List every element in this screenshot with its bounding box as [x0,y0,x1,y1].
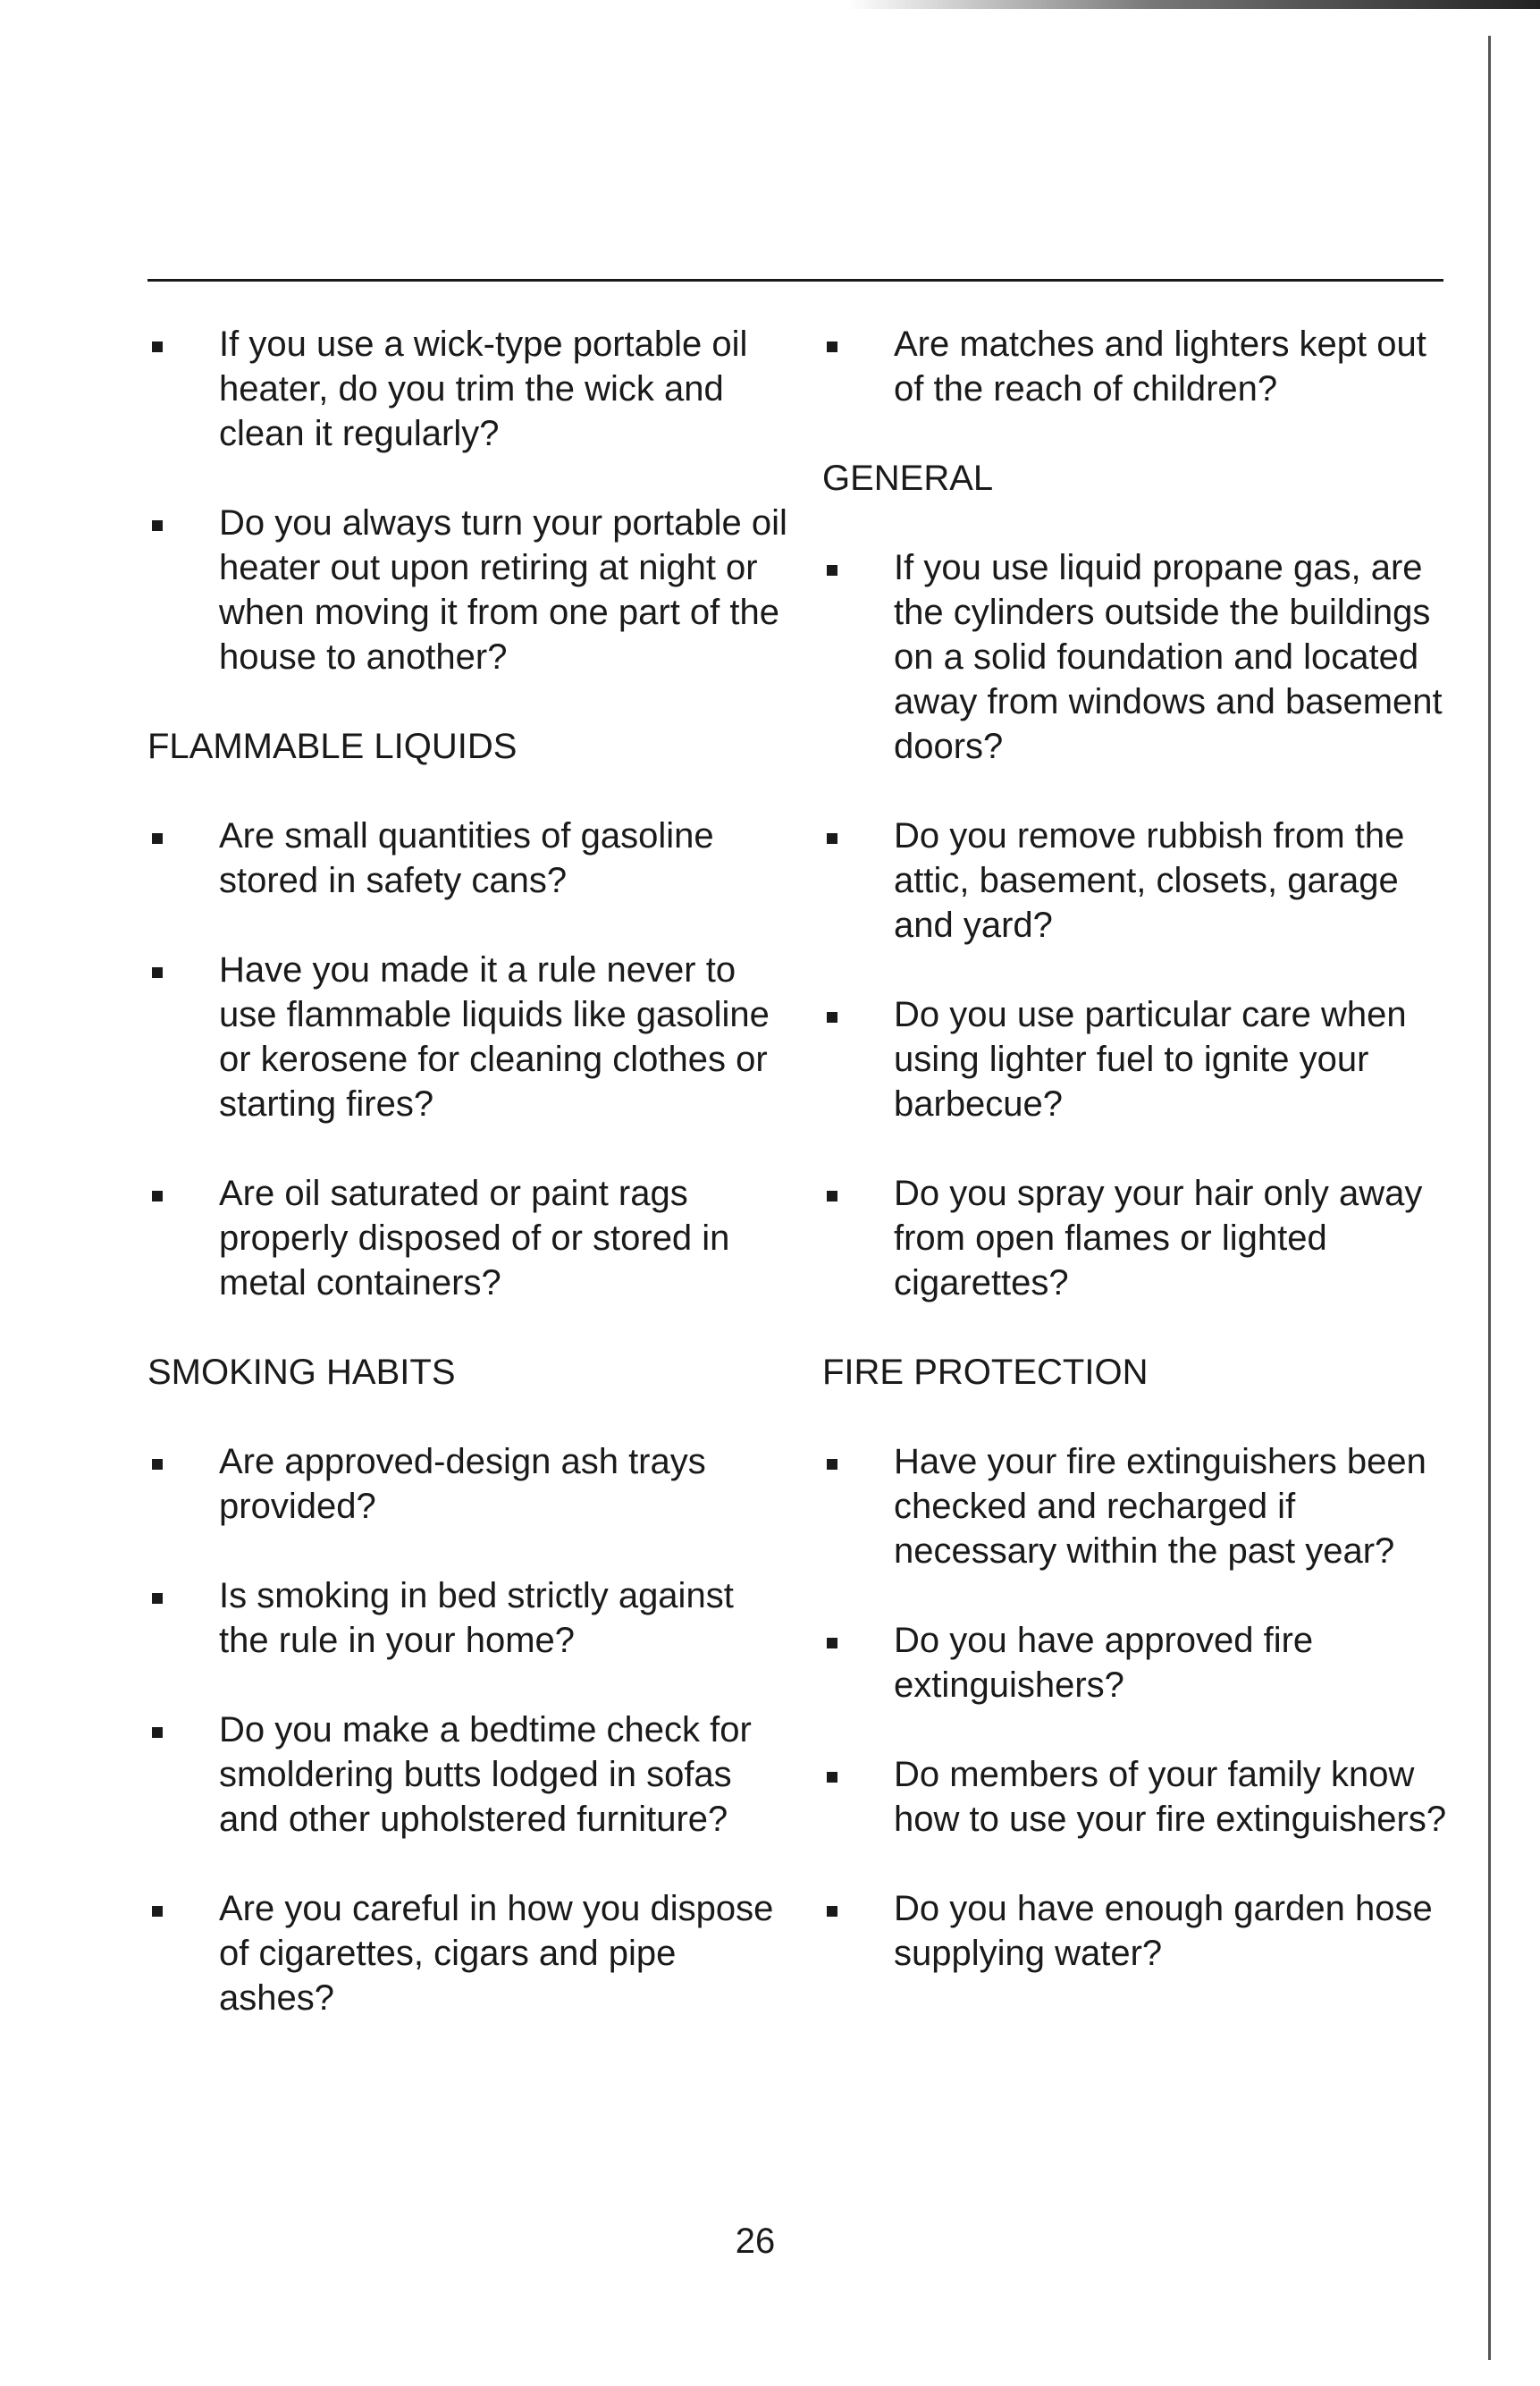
checklist-question: Do you have enough garden hose supplying water? [894,1889,1433,1973]
square-bullet-icon [827,1191,837,1201]
square-bullet-icon [152,1593,163,1604]
square-bullet-icon [152,1727,163,1738]
adjacent-page-edge [1488,36,1491,2360]
left-checklist-item [147,501,791,679]
checklist-question: Do you always turn your portable oil heater out upon retiring at night or when moving it from one part of the house to another? [219,503,787,677]
checklist-question: Are oil saturated or paint rags properly disposed of or stored in metal containers? [219,1174,730,1303]
square-bullet-icon [152,1191,163,1201]
square-bullet-icon [152,967,163,978]
checklist-question: Are approved-design ash trays provided? [219,1442,706,1526]
left-checklist-item [147,948,791,1126]
checklist-question: Have your fire extinguishers been checked and recharged if necessary within the past year? [894,1442,1426,1571]
right-section-heading: FIRE PROTECTION [822,1353,1149,1392]
checklist-question: Are you careful in how you dispose of cigarettes, cigars and pipe ashes? [219,1889,774,2018]
left-column [147,322,791,2065]
square-bullet-icon [827,1459,837,1470]
page-number: 26 [735,2222,776,2261]
left-checklist-item [147,814,791,903]
left-checklist-item [147,1886,791,2020]
checklist-question: Have you made it a rule never to use flammable liquids like gasoline or kerosene for cleaning clothes or starting fires? [219,950,770,1124]
square-bullet-icon [827,833,837,844]
right-checklist-item [822,545,1466,769]
checklist-question: Do you use particular care when using lighter fuel to ignite your barbecue? [894,995,1407,1124]
checklist-question: Do you spray your hair only away from open flames or lighted cigarettes? [894,1174,1423,1303]
square-bullet-icon [152,520,163,531]
left-checklist-item [147,322,791,456]
checklist-question: Are small quantities of gasoline stored in safety cans? [219,816,714,900]
checklist-question: If you use liquid propane gas, are the cylinders outside the buildings on a solid foundation and located away from windows and basement doors? [894,548,1443,766]
right-section-heading: GENERAL [822,459,994,498]
checklist-question: Are matches and lighters kept out of the reach of children? [894,325,1426,409]
right-column [822,322,1466,2020]
left-section-heading: FLAMMABLE LIQUIDS [147,727,518,766]
right-checklist-item [822,1439,1466,1573]
checklist-question: Do members of your family know how to use your fire extinguishers? [894,1755,1447,1839]
checklist-question: Is smoking in bed strictly against the rule in your home? [219,1576,734,1660]
square-bullet-icon [827,341,837,352]
right-checklist-item [822,814,1466,948]
right-checklist-item [822,1171,1466,1305]
square-bullet-icon [152,1906,163,1917]
right-checklist-item [822,992,1466,1126]
right-checklist-item [822,322,1466,411]
square-bullet-icon [827,1772,837,1783]
square-bullet-icon [827,1638,837,1648]
square-bullet-icon [827,1012,837,1023]
left-checklist-item [147,1171,791,1305]
square-bullet-icon [152,1459,163,1470]
square-bullet-icon [152,341,163,352]
checklist-question: If you use a wick-type portable oil heater, do you trim the wick and clean it regularly? [219,325,748,453]
left-checklist-item [147,1573,791,1663]
right-checklist-item [822,1752,1466,1842]
square-bullet-icon [827,565,837,576]
right-checklist-item [822,1886,1466,1976]
right-checklist-item [822,1618,1466,1707]
left-section-heading: SMOKING HABITS [147,1353,456,1392]
scan-top-edge [0,0,1540,9]
square-bullet-icon [152,833,163,844]
left-checklist-item [147,1707,791,1842]
left-checklist-item [147,1439,791,1529]
checklist-question: Do you make a bedtime check for smoldering butts lodged in sofas and other upholstered furniture? [219,1710,752,1839]
header-rule [147,279,1443,282]
checklist-question: Do you remove rubbish from the attic, basement, closets, garage and yard? [894,816,1405,945]
checklist-question: Do you have approved fire extinguishers? [894,1621,1314,1705]
square-bullet-icon [827,1906,837,1917]
